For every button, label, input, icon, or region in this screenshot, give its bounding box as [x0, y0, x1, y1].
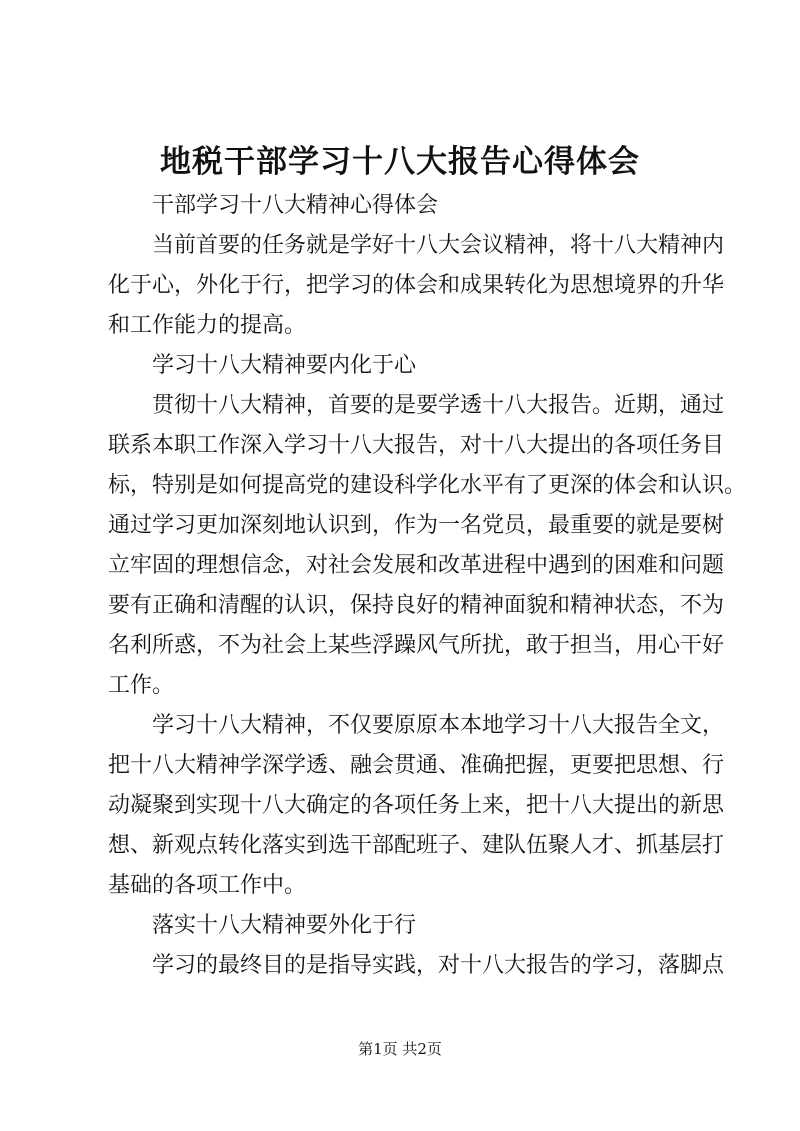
paragraph-line: 学习十八大精神，不仅要原原本本地学习十八大报告全文， — [152, 713, 725, 738]
paragraph-line: 把十八大精神学深学透、融会贯通、准确把握，更要把思想、行 — [108, 753, 725, 778]
paragraph-line: 干部学习十八大精神心得体会 — [152, 193, 439, 218]
paragraph-line: 想、新观点转化落实到选干部配班子、建队伍聚人才、抓基层打 — [108, 833, 725, 858]
paragraph-line: 通过学习更加深刻地认识到，作为一名党员，最重要的就是要树 — [108, 513, 725, 538]
paragraph-line: 当前首要的任务就是学好十八大会议精神，将十八大精神内 — [152, 233, 725, 258]
page-number: 第1页 共2页 — [358, 1040, 442, 1058]
paragraph-line: 贯彻十八大精神，首要的是要学透十八大报告。近期，通过 — [152, 393, 725, 418]
paragraph-line: 动凝聚到实现十八大确定的各项任务上来，把十八大提出的新思 — [108, 793, 725, 818]
section-heading: 学习十八大精神要内化于心 — [152, 353, 417, 378]
paragraph-line: 学习的最终目的是指导实践，对十八大报告的学习，落脚点 — [152, 953, 725, 978]
section-heading: 落实十八大精神要外化于行 — [152, 913, 417, 938]
paragraph-line: 标，特别是如何提高党的建设科学化水平有了更深的体会和认识。 — [108, 473, 747, 498]
paragraph-line: 名利所惑，不为社会上某些浮躁风气所扰，敢于担当，用心干好 — [108, 633, 725, 658]
paragraph-line: 要有正确和清醒的认识，保持良好的精神面貌和精神状态，不为 — [108, 593, 725, 618]
document-body — [108, 186, 747, 986]
paragraph-line: 立牢固的理想信念，对社会发展和改革进程中遇到的困难和问题 — [108, 553, 725, 578]
paragraph-line: 基础的各项工作中。 — [108, 873, 307, 898]
paragraph-line: 和工作能力的提高。 — [108, 313, 307, 338]
document-title: 地税干部学习十八大报告心得体会 — [160, 144, 640, 180]
paragraph-line: 化于心，外化于行，把学习的体会和成果转化为思想境界的升华 — [108, 273, 725, 298]
paragraph-line: 工作。 — [108, 673, 175, 698]
paragraph-line: 联系本职工作深入学习十八大报告，对十八大提出的各项任务目 — [108, 433, 725, 458]
